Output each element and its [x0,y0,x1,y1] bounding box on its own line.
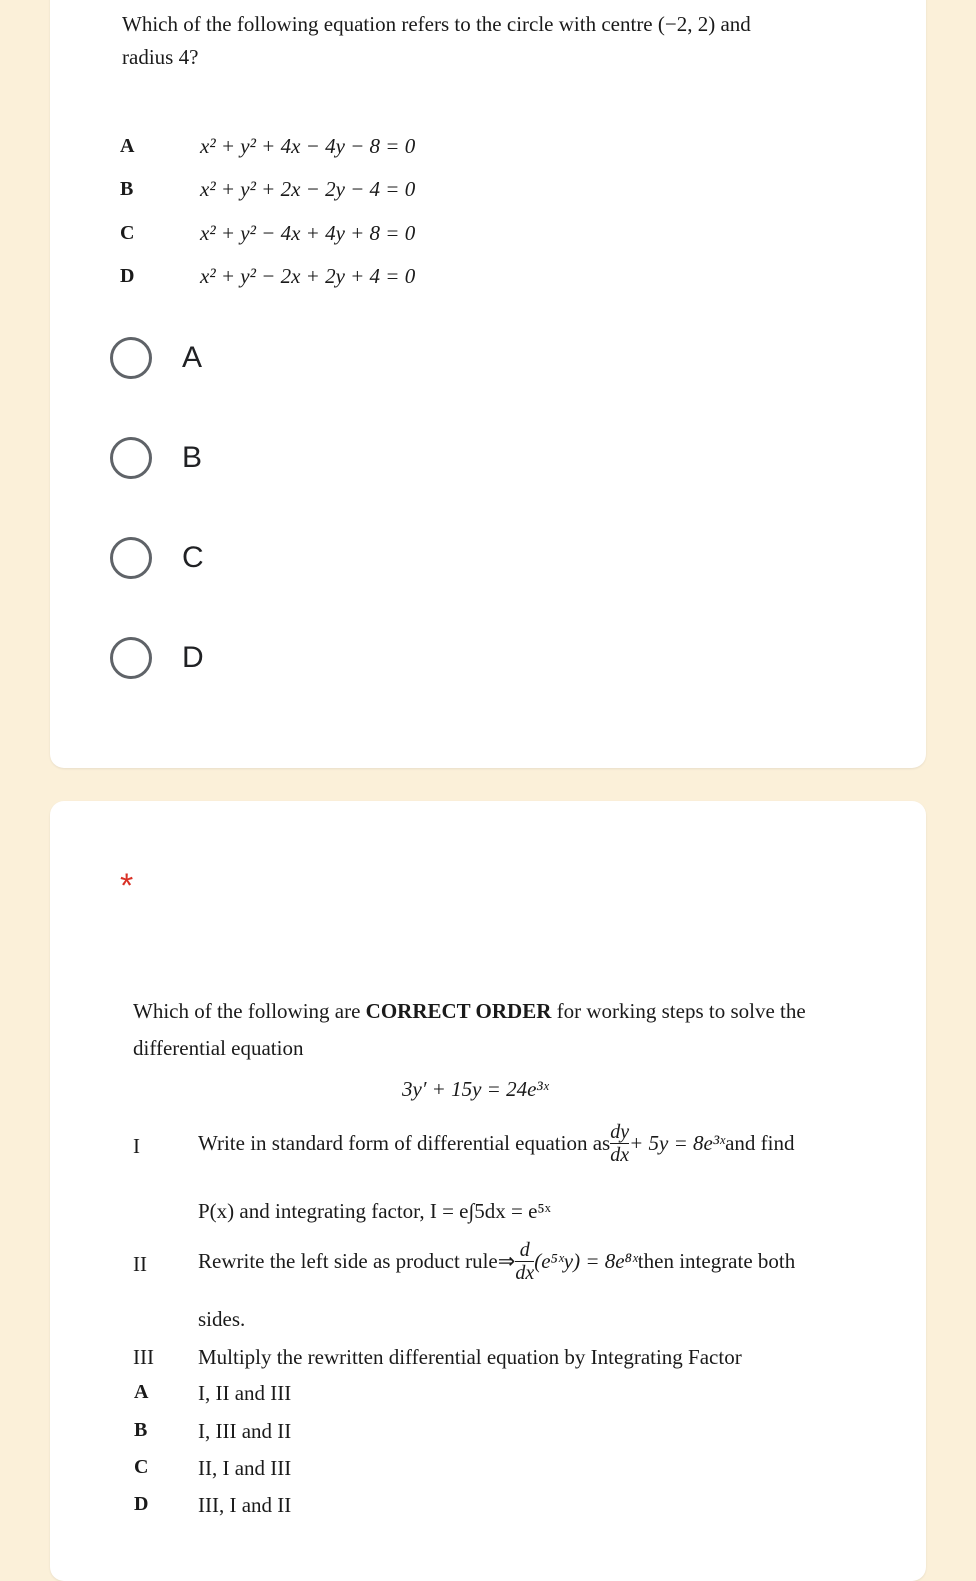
step-1-number: I [133,1134,140,1158]
q2-option-text-d: III, I and II [198,1493,292,1517]
q1-option-equation-a: x² + y² + 4x − 4y − 8 = 0 [200,134,416,158]
differential-equation: 3y′ + 15y = 24e³ˣ [402,1077,549,1101]
step-2-text-c: then integrate both [637,1249,796,1273]
q2-option-text-c: II, I and III [198,1456,292,1480]
step-1-line2: P(x) and integrating factor, I = e∫5dx = e⁵ˣ [198,1199,551,1223]
radio-button-d[interactable] [110,637,152,679]
q1-option-equation-c: x² + y² − 4x + 4y + 8 = 0 [200,221,416,245]
question-2-text-part1: Which of the following are [133,999,366,1023]
choice-c-label: C [182,541,204,574]
question-card-2 [50,801,926,1581]
question-2-text-part3: for working steps to solve the [551,999,806,1023]
question-card-1 [50,0,926,768]
step-1-text-b: + 5y = 8e³ˣ [629,1131,726,1155]
q2-option-text-b: I, III and II [198,1419,292,1443]
step-2-line1 [198,1239,795,1284]
q1-option-equation-d: x² + y² − 2x + 2y + 4 = 0 [200,264,416,288]
radio-button-b[interactable] [110,437,152,479]
choice-a-label: A [182,341,203,374]
step-2-text-a: Rewrite the left side as product rule⇒ [198,1249,516,1273]
step-1-line1 [198,1121,794,1166]
step-1-text-c: and find [725,1131,795,1155]
step-2-number: II [133,1252,147,1276]
choice-a[interactable] [110,333,202,383]
step-2-fraction [515,1239,534,1284]
step-1-fraction-denominator: dx [610,1144,630,1166]
radio-button-a[interactable] [110,337,152,379]
q2-option-letter-b: B [134,1419,148,1441]
question-2-text-line1 [133,995,806,1028]
step-2-line2: sides. [198,1307,246,1331]
q2-option-text-a: I, II and III [198,1381,292,1405]
step-2-text-b: (e⁵ˣy) = 8e⁸ˣ [534,1249,638,1273]
q1-option-letter-d: D [120,265,135,287]
step-2-fraction-numerator: d [519,1239,530,1261]
q1-option-letter-c: C [120,222,135,244]
step-3-number: III [133,1345,154,1369]
q1-option-letter-b: B [120,178,134,200]
question-1-text-line1: Which of the following equation refers to the circle with centre (−2, 2) and [122,12,751,36]
step-1-text-a: Write in standard form of differential equation as [198,1131,611,1155]
choice-d-label: D [182,641,204,674]
step-1-fraction [610,1121,629,1166]
question-2-text-line2: differential equation [133,1036,304,1060]
q2-option-letter-a: A [134,1381,149,1403]
q1-option-equation-b: x² + y² + 2x − 2y − 4 = 0 [200,177,416,201]
q2-option-letter-c: C [134,1456,149,1478]
choice-d[interactable] [110,633,204,683]
question-1-text-line2: radius 4? [122,45,199,69]
step-1-fraction-numerator: dy [610,1121,630,1143]
question-2-text-emphasis: CORRECT ORDER [365,999,552,1023]
choice-b-label: B [182,441,203,474]
choice-b[interactable] [110,433,202,483]
step-2-fraction-denominator: dx [515,1262,535,1284]
required-asterisk: * [120,867,134,905]
step-3-text: Multiply the rewritten differential equation by Integrating Factor [198,1345,742,1369]
q2-option-letter-d: D [134,1493,149,1515]
radio-button-c[interactable] [110,537,152,579]
choice-c[interactable] [110,533,204,583]
q1-option-letter-a: A [120,135,135,157]
